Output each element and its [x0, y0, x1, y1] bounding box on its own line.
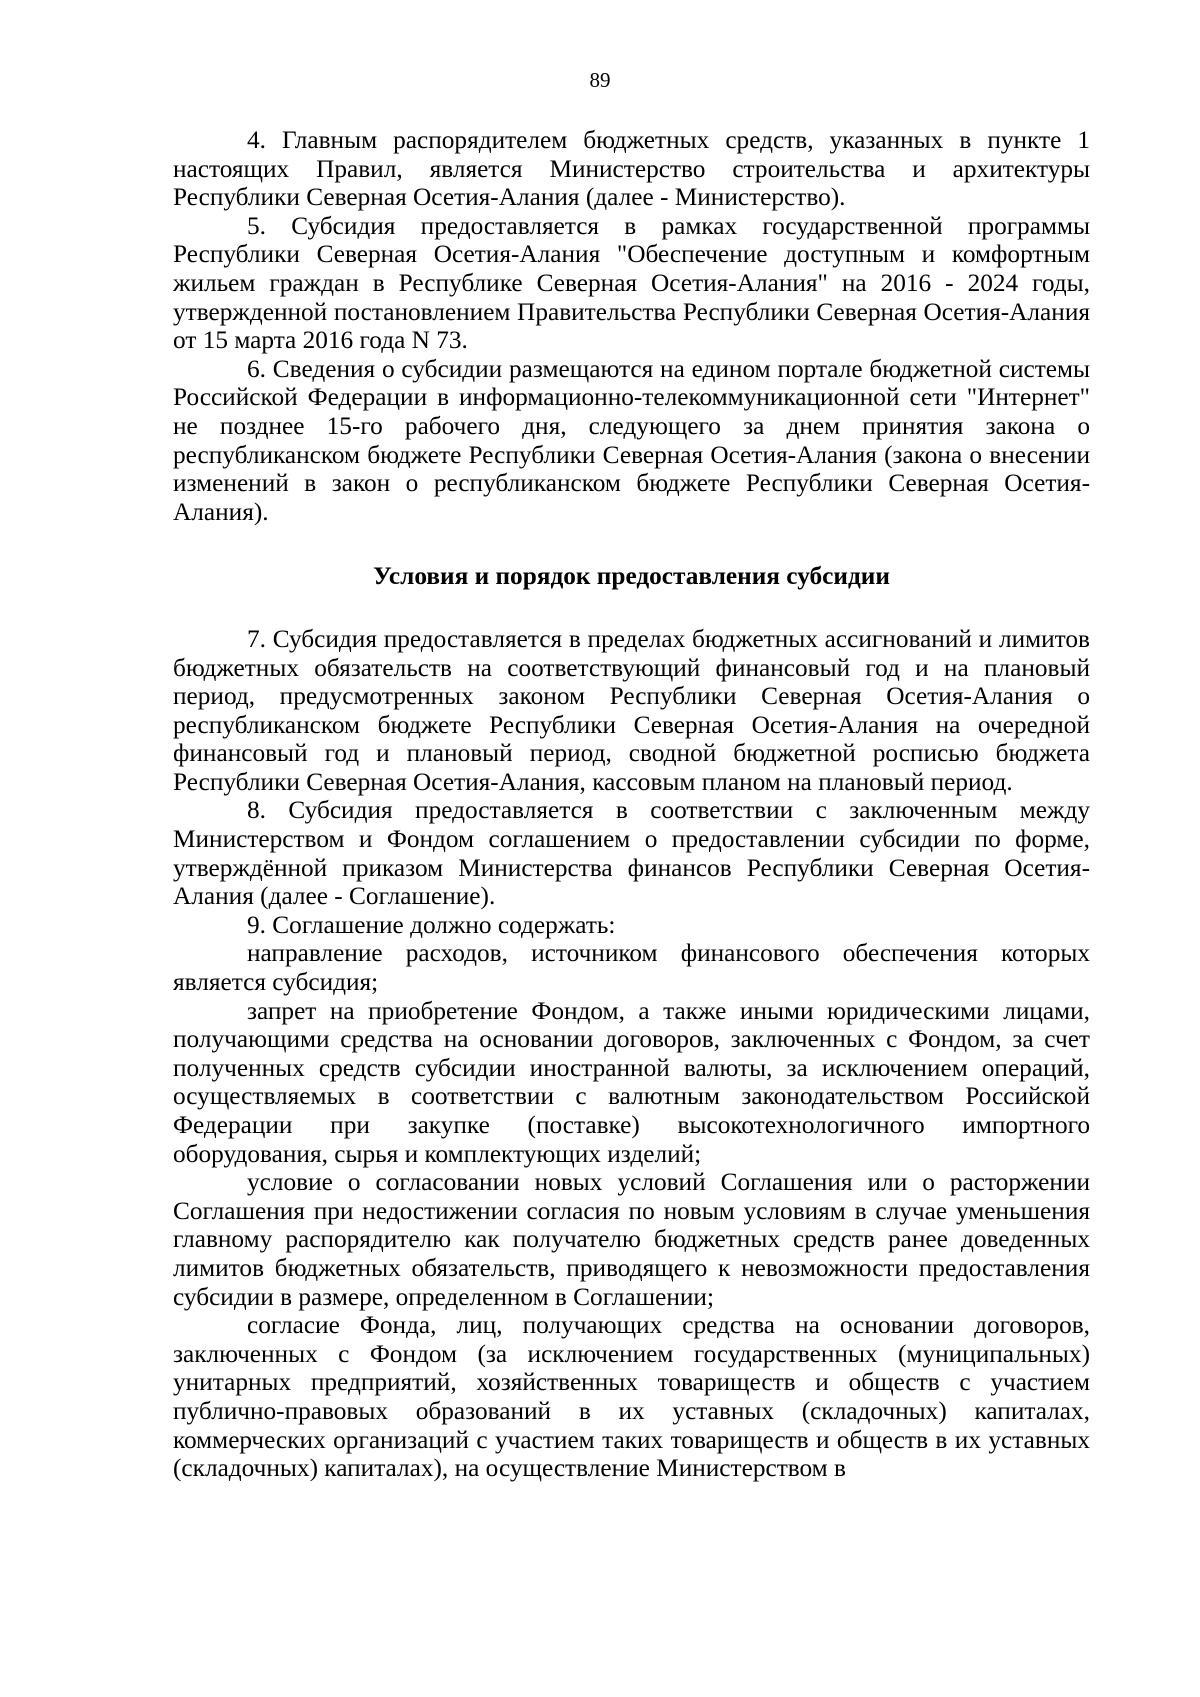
agreement-clause-currency-ban: запрет на приобретение Фондом, а также иными юридическими лицами, получающими средства на основании договоров, заключенных с Фондом, за счет полученных средств субсидии иностранной валюты, за исключением операций, осуществляемых в соответствии с валютным законодательством Российской Федерации при закупке (поставке) высокотехнологичного импортного оборудования, сырья и комплектующих изделий; — [173, 996, 1090, 1168]
paragraph-item-4: 4. Главным распорядителем бюджетных средств, указанных в пункте 1 настоящих Правил, является Министерство строительства и архитектуры Республики Северная Осетия-Алания (далее - Министерство). — [173, 126, 1090, 212]
paragraph-item-5: 5. Субсидия предоставляется в рамках государственной программы Республики Северная Осетия-Алания "Обеспечение доступным и комфортным жильем граждан в Республике Северная Осетия-Алания" на 2016 - 2024 годы, утвержденной постановлением Правительства Республики Северная Осетия-Алания от 15 марта 2016 года N 73. — [173, 211, 1090, 355]
section-heading: Условия и порядок предоставления субсидии — [373, 562, 890, 591]
agreement-clause-fund-consent: согласие Фонда, лиц, получающих средства на основании договоров, заключенных с Фондом (за исключением государственных (муниципальных) унитарных предприятий, хозяйственных товариществ и обществ с участием публично-правовых образований в их уставных (складочных) капиталах, коммерческих организаций с участием таких товариществ и обществ в их уставных (складочных) капиталах), на осуществление Министерством в — [173, 1311, 1090, 1483]
agreement-clause-expense-direction: направление расходов, источником финансового обеспечения которых является субсидия; — [173, 939, 1090, 997]
document-body — [173, 126, 1090, 1483]
paragraph-item-9: 9. Соглашение должно содержать: — [247, 910, 616, 939]
paragraph-item-6: 6. Сведения о субсидии размещаются на едином портале бюджетной системы Российской Федерации в информационно-телекоммуникационной сети "Интернет" не позднее 15-го рабочего дня, следующего за днем принятия закона о республиканском бюджете Республики Северная Осетия-Алания (закона о внесении изменений в закон о республиканском бюджете Республики Северная Осетия-Алания). — [173, 354, 1090, 526]
page-number: 89 — [589, 68, 611, 92]
agreement-clause-renegotiation: условие о согласовании новых условий Соглашения или о расторжении Соглашения при недостижении согласия по новым условиям в случае уменьшения главному распорядителю как получателю бюджетных средств ранее доведенных лимитов бюджетных обязательств, приводящего к невозможности предоставления субсидии в размере, определенном в Соглашении; — [173, 1168, 1090, 1311]
paragraph-item-8: 8. Субсидия предоставляется в соответствии с заключенным между Министерством и Фондом соглашением о предоставлении субсидии по форме, утверждённой приказом Министерства финансов Республики Северная Осетия-Алания (далее - Соглашение). — [173, 796, 1090, 911]
paragraph-item-7: 7. Субсидия предоставляется в пределах бюджетных ассигнований и лимитов бюджетных обязательств на соответствующий финансовый год и на плановый период, предусмотренных законом Республики Северная Осетия-Алания о республиканском бюджете Республики Северная Осетия-Алания на очередной финансовый год и плановый период, сводной бюджетной росписью бюджета Республики Северная Осетия-Алания, кассовым планом на плановый период. — [173, 624, 1090, 796]
